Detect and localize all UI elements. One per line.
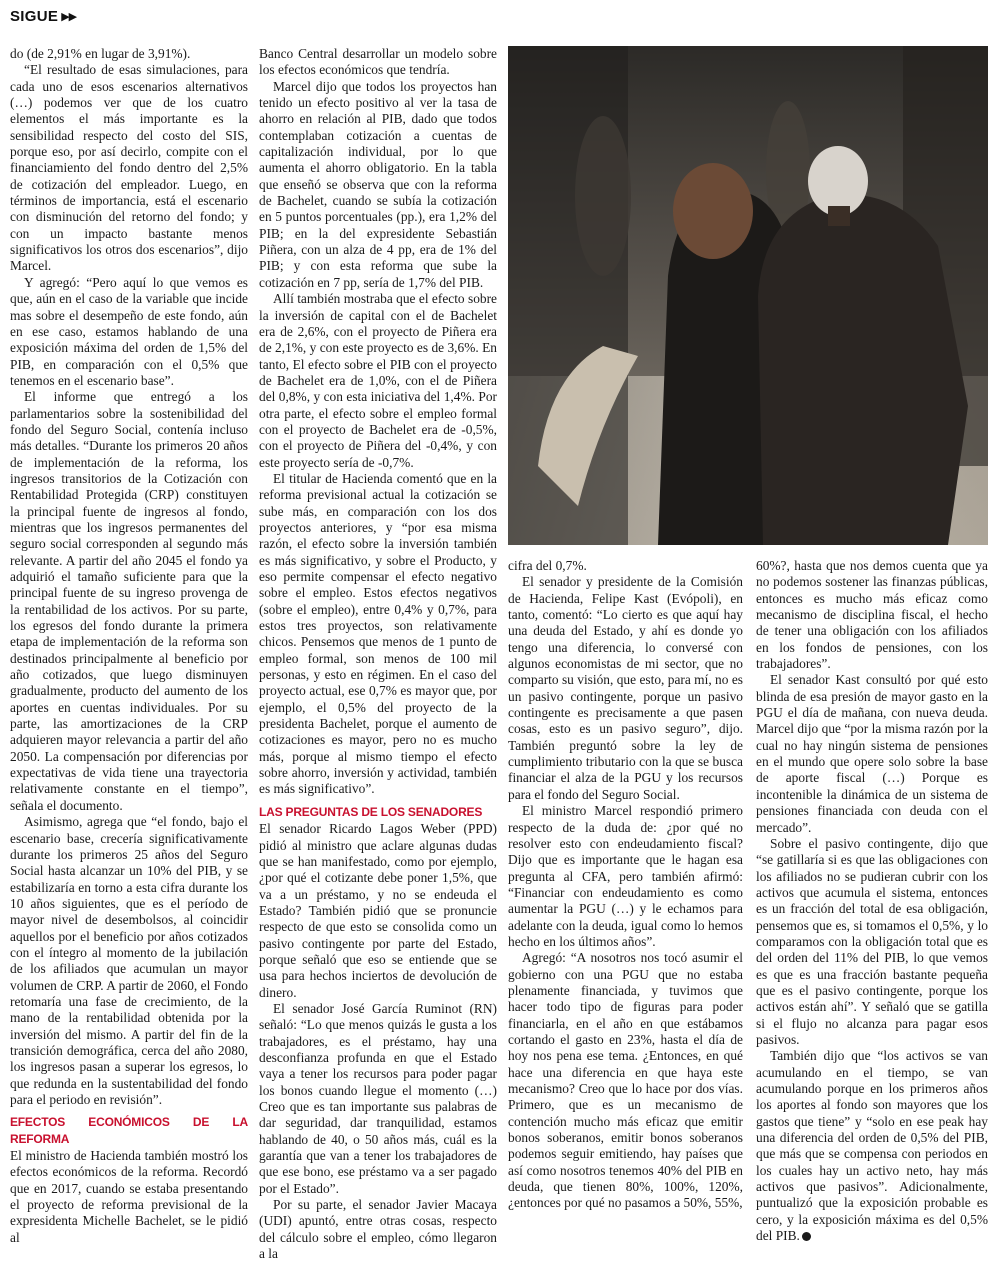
double-arrow-icon: ▶▶ bbox=[61, 11, 77, 23]
paragraph: El ministro de Hacienda también mostró los efectos económicos de la reforma. Recordó que en 2017, cuando se estaba presentando el proyecto de reforma previsional de la expresidenta Michelle Bachelet, se le pidió al bbox=[10, 1148, 248, 1245]
paragraph: El senador José García Ruminot (RN) señaló: “Lo que menos quizás le gusta a los trabajadores, es el préstamo, hay una desconfianza profunda en que el Estado vaya a tener los recursos para poder pagar los bonos cuando llegue el momento (…) Creo que es tan importante sus palabras de dar seguridad, dar tranquilidad, estamos hablando de 40, o 50 años más, cuál es la garantía que van a tener los trabajadores de que ese bono, ese préstamo va a ser pagado por el Estado”. bbox=[259, 1000, 497, 1196]
paragraph: El senador Kast consultó por qué esto blinda de esa presión de mayor gasto en la PGU el día de mañana, con nueva deuda. Marcel dijo que “por la misma razón por la cual no hay ningún sistema de pensiones en el mundo que opere solo sobre la base de aporte fiscal (…) Porque es incontenible la dinámica de un sistema de pensiones financiada con deuda con el mercado”. bbox=[756, 672, 988, 835]
paragraph: “El resultado de esas simulaciones, para cada uno de esos escenarios alternativos (…) podemos ver que de los cuatro elementos el más importante es la sensibilidad respecto del costo del SIS, porque eso, por así decirlo, compite con el financiamiento del fondo dentro del 2,5% de cotización del empleador. Luego, en términos de importancia, está el escenario con disminución del retorno del fondo; y con un impacto bastante menos significativos los otros dos escenarios”, dijo Marcel. bbox=[10, 62, 248, 274]
paragraph: El titular de Hacienda comentó que en la reforma previsional actual la cotización se sube más, en comparación con los dos proyectos anteriores, y “por esa misma razón, el efecto sobre la inversión también es más significativo, y sobre el Producto, y eso permite compensar el efecto negativo sobre el empleo. Estos efectos negativos (sobre el empleo), entre 0,4% y 0,7%, para estos tres proyectos, son relativamente chicos. Pensemos que menos de 1 punto de empleo formal, son menos de 100 mil personas, y esto en régimen. En el caso del proyecto actual, ese 0,7% es mayor que, por ejemplo, el 0,5% del proyecto de la presidenta Bachelet, porque el aumento de cotizaciones es mayor, pero no es mucho más, porque al mismo tiempo el efecto sobre ahorro, inversión y actividad, también es más significativo”. bbox=[259, 470, 497, 797]
paragraph: do (de 2,91% en lugar de 3,91%). bbox=[10, 46, 191, 61]
section-heading: EFECTOS ECONÓMICOS DE LA REFORMA bbox=[10, 1115, 248, 1146]
paragraph: El senador y presidente de la Comisión de Hacienda, Felipe Kast (Evópoli), en tanto, comentó: “Lo cierto es que aquí hay una deuda del Estado, y ahí es donde yo tengo una diferencia, lo conversé con algunos economistas de mi sector, que no comparto su visión, que esto, para mí, no es un pasivo contingente, porque un pasivo contingente es precisamente a que pasen cosas, esto es un pasivo seguro”, dijo. También preguntó sobre la ley de cumplimiento tributario con la que se busca financiar el alza de la PGU y los recursos para el fondo del Seguro Social. bbox=[508, 574, 743, 802]
article-column-2 bbox=[259, 46, 497, 1262]
paragraph: También dijo que “los activos se van acumulando en el tiempo, se van acumulando porque en los primeros años los aportes al fondo son mayores que los gastos que tiene” y “solo en ese peak hay una diferencia del orden de 0,5% del PIB, que más que se compensa con periodos en los cuales hay un activo neto, hay más activos que pasivos”. Adicionalmente, puntualizó que la exposición probable es cero, y la exposición máxima es del 0,5% del PIB. bbox=[756, 1048, 988, 1244]
paragraph: Asimismo, agrega que “el fondo, bajo el escenario base, crecería significativamente durante los primeros 25 años del Seguro Social hasta alcanzar un 10% del PIB, y se estabilizaría en torno a esta cifra durante los 10 años siguientes, que es el período de mayor nivel de desembolsos, al coincidir aquellos por el beneficio por años cotizados con el íntegro al momento de la jubilación de los afiliados que acumulan un mayor volumen de CRP. A partir de 2060, el Fondo retomaría una fase de crecimiento, de la mano de la rentabilidad obtenida por la inversión del mismo. A partir del fin de la transición demográfica, cerca del año 2080, los ingresos pasan a superar los egresos, lo que redunda en la sustentabilidad del fondo para el periodo en revisión”. bbox=[10, 814, 248, 1107]
article-column-1 bbox=[10, 46, 248, 1245]
paragraph: Allí también mostraba que el efecto sobre la inversión de capital con el de Bachelet era de 2,6%, con el proyecto de Piñera era de 2,1%, y con este proyecto es de 3,6%. En tanto, El efecto sobre el PIB con el proyecto de Bachelet era de 1,0%, con el de Piñera del 0,8%, y con esta iniciativa del 1,4%. Por otra parte, el efecto sobre el empleo formal con el proyecto de Bachelet era de -0,5%, con el proyecto de Piñera del -0,4%, y con este proyecto sería de -0,7%. bbox=[259, 291, 497, 470]
paragraph: Marcel dijo que todos los proyectos han tenido un efecto positivo al ver la tasa de ahorro en relación al PIB, dado que todos contemplaban cotización a cuentas de capitalización individual, por lo que aumenta el ahorro obligatorio. En la tabla que enseñó se observa que con la reforma de Bachelet, cuando se subía la cotización en 5 puntos porcentuales (pp.), era 1,2% del PIB; en la del expresidente Sebastián Piñera, con un alza de 4 pp, era de 1% del PIB; y con esta reforma que sube la cotización en 7 pp, sería de 1,7% del PIB. bbox=[259, 78, 497, 290]
paragraph: cifra del 0,7%. bbox=[508, 558, 587, 573]
paragraph: Y agregó: “Pero aquí lo que vemos es que, aún en el caso de la variable que incide mas sobre el desempeño de este fondo, aún en ese caso, estamos hablando de una exposición máxima del orden de 1,5% del PIB, en comparación con el 0,5% que tenemos en el escenario base”. bbox=[10, 274, 248, 388]
elderly-couple-walking-photo bbox=[508, 46, 988, 545]
paragraph: Por su parte, el senador Javier Macaya (UDI) apuntó, entre otras cosas, respecto del cálculo sobre el empleo, cómo llegaron a la bbox=[259, 1197, 497, 1262]
paragraph: Agregó: “A nosotros nos tocó asumir el gobierno con una PGU que no estaba plenamente financiada, y tuvimos que hacer todo tipo de figuras para poder financiarla, en el año en que estábamos cortando el gasto en 23%, hasta el día de hoy nos pena ese tema. ¿Entonces, en qué hace una diferencia en que haya este mecanismo? Creo que lo hace por dos vías. Primero, que es un mecanismo de contención mucho más eficaz que emitir bonos soberanos, emitir bonos soberanos podemos seguir emitiendo, hay países que así como nosotros tenemos 40% del PIB en deuda, que tienen 80%, 100%, 120%, ¿entonces por qué no pasamos a 50%, 55%, bbox=[508, 950, 743, 1211]
paragraph: Sobre el pasivo contingente, dijo que “se gatillaría si es que las obligaciones con los afiliados no se pudieran cubrir con los activos que acumula el sistema, entonces es un fracción del total de esa obligación, pensemos que es, si tomamos el 0,5%, y lo comparamos con la obligación total que es del orden del 11% del PIB, lo que vemos es que es una fracción bastante pequeña que es el pasivo contingente, porque los activos están ahí”. Y señaló que se gatilla si el flujo no alcanza para pagar esos pasivos. bbox=[756, 835, 988, 1047]
continues-label: SIGUE bbox=[10, 8, 59, 25]
paragraph: El ministro Marcel respondió primero respecto de la duda de: ¿por qué no resolver esto con endeudamiento fiscal? Dijo que es importante que le hagan esa pregunta al CFA, pero también afirmó: “Financiar con endeudamiento es como aumentar la PGU (…) y le echamos para adelante con la deuda, igual como lo hemos hecho en los últimos años”. bbox=[508, 803, 743, 949]
article-column-4 bbox=[756, 558, 988, 1244]
article-column-3 bbox=[508, 558, 743, 1211]
continues-marker bbox=[10, 8, 76, 25]
paragraph: 60%?, hasta que nos demos cuenta que ya no podemos sostener las finanzas públicas, entonces es mucho más eficaz como mecanismo de disciplina fiscal, el hecho de tener una obligación con los afiliados en los fondos de pensiones, con los trabajadores”. bbox=[756, 558, 988, 672]
end-of-article-icon bbox=[802, 1232, 811, 1241]
paragraph: El senador Ricardo Lagos Weber (PPD) pidió al ministro que aclare algunas dudas que se han manifestado, como por ejemplo, ¿por qué el cotizante debe poner 1,5%, que va a un préstamo, y no se endeuda el Estado? También pidió que se pronuncie respecto de que esto se consolida como un pasivo contingente por parte del Estado, porque señaló que eso se entiende que se usa para hechos inciertos de devolución de dinero. bbox=[259, 821, 497, 1000]
paragraph: El informe que entregó a los parlamentarios sobre la sostenibilidad del fondo del Seguro Social, contenía incluso más detalles. “Durante los primeros 20 años de implementación de la reforma, los ingresos transitorios de la Cotización con Rentabilidad Protegida (CRP) constituyen la principal fuente de ingresos al fondo, mientras que los ingresos permanentes del seguro social corresponden al segundo más relevante. A partir del año 2045 el fondo ya adquirió el tamaño suficiente para que la principal fuente de su ingreso provenga de la rentabilidad de los activos. Por su parte, los egresos del fondo durante la primera etapa de implementación de la reforma son destinados principalmente al beneficio por año cotizados, que luego disminuyen gradualmente, producto del aumento de los aportes en cuentas individuales. Por su parte, las amortizaciones de la CRP adquieren mayor relevancia a partir del año 2050. La compensación por diferencias por expectativas de vida tiene una trayectoria relativamente constante en el tiempo”, señala el documento. bbox=[10, 389, 248, 813]
paragraph: Banco Central desarrollar un modelo sobre los efectos económicos que tendría. bbox=[259, 46, 497, 78]
section-heading: LAS PREGUNTAS DE LOS SENADORES bbox=[259, 804, 483, 819]
